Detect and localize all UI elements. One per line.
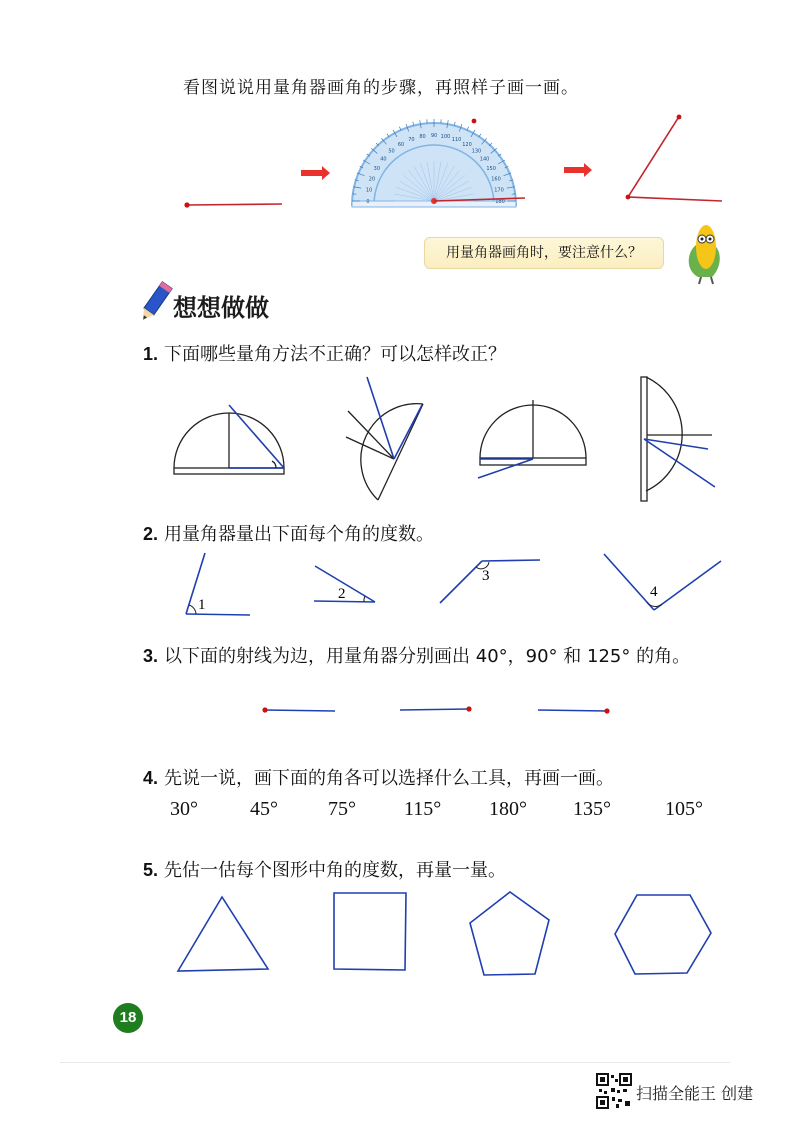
measure-figure-a (174, 405, 284, 474)
demo-illustration (170, 105, 740, 220)
arrow-right-icon (301, 166, 330, 180)
question-2 (143, 520, 434, 546)
protractor-mark-point (472, 119, 477, 124)
degree-75: 75° (328, 798, 356, 820)
question-number: 4. (143, 768, 159, 788)
degree-45: 45° (250, 798, 278, 820)
angle-4-side (604, 554, 654, 610)
protractor-image (352, 119, 516, 207)
degree-115: 115° (404, 798, 442, 820)
degree-30: 30° (170, 798, 198, 820)
q1-figures (160, 375, 730, 510)
question-5 (143, 856, 506, 882)
footer-brand: 扫描全能王 创建 (636, 1084, 754, 1103)
result-angle-side (628, 115, 680, 197)
angle-label-1: 1 (198, 597, 206, 613)
protractor-tick-label: 180 (495, 199, 505, 205)
question-4 (143, 764, 614, 790)
angle-3-side (482, 560, 540, 561)
hexagon-shape (615, 895, 711, 974)
protractor-tick-label: 160 (491, 176, 501, 183)
protractor-tick-label: 150 (486, 166, 496, 172)
protractor-tick-label: 80 (419, 134, 426, 141)
q5-shapes (170, 885, 720, 985)
page-number: 18 (113, 1003, 143, 1033)
corn-mascot-icon (682, 215, 730, 285)
qr-code-icon (596, 1073, 632, 1109)
degree-135: 135° (573, 798, 611, 820)
question-number: 5. (143, 860, 159, 880)
protractor-tick-label: 100 (440, 134, 451, 141)
question-text: 先说一说，画下面的角各可以选择什么工具，再画一画。 (164, 768, 615, 789)
triangle-shape (178, 897, 268, 971)
ray-2 (400, 709, 469, 710)
q2-angles (170, 548, 730, 623)
angle-label-4: 4 (650, 584, 658, 600)
protractor-tick-label: 110 (451, 136, 462, 143)
protractor-tick-label: 90 (430, 133, 438, 139)
arrow-right-icon (564, 163, 592, 177)
question-number: 3. (143, 646, 159, 666)
result-angle-point (677, 115, 682, 120)
protractor-tick-label: 0 (366, 199, 370, 205)
pencil-icon (138, 280, 174, 326)
protractor-tick-label: 20 (368, 176, 376, 183)
protractor-tick-label: 120 (462, 141, 472, 148)
protractor-tick-label: 170 (494, 187, 504, 194)
ray-3 (538, 710, 607, 711)
section-title: 想想做做 (173, 294, 269, 322)
ray-endpoint (262, 707, 267, 712)
protractor-tick-label: 10 (365, 187, 373, 194)
protractor-tick-label: 50 (388, 148, 395, 155)
degree-105: 105° (665, 798, 703, 820)
protractor-tick-label: 70 (408, 136, 415, 143)
q3-rays (255, 700, 615, 720)
protractor-tick-label: 60 (397, 141, 405, 148)
angle-label-2: 2 (338, 586, 346, 602)
angle-3-side (440, 561, 482, 603)
measure-figure-b (346, 377, 423, 500)
pentagon-shape (470, 892, 549, 975)
question-1 (143, 340, 506, 366)
question-text: 下面哪些量角方法不正确？可以怎样改正？ (164, 344, 507, 365)
question-text: 以下面的射线为边，用量角器分别画出 40°，90° 和 125° 的角。 (164, 646, 691, 667)
result-angle-side (628, 197, 722, 201)
question-number: 2. (143, 524, 159, 544)
footer-divider (60, 1062, 730, 1063)
angle-label-3: 3 (482, 568, 490, 584)
question-text: 用量角器量出下面每个角的度数。 (164, 524, 435, 545)
degree-180: 180° (489, 798, 527, 820)
question-3 (143, 642, 690, 668)
measure-figure-d (641, 377, 715, 501)
protractor-tick-label: 130 (471, 148, 482, 155)
demo-ray-endpoint (184, 202, 189, 207)
protractor-tick-label: 30 (373, 166, 381, 172)
measure-figure-c (478, 400, 586, 478)
ray-1 (265, 710, 335, 711)
question-number: 1. (143, 344, 159, 364)
angle-4-side (654, 561, 721, 610)
demo-ray (187, 204, 282, 205)
tip-bubble: 用量角器画角时，要注意什么？ (424, 237, 664, 269)
ray-endpoint (604, 708, 609, 713)
protractor-tick-label: 140 (479, 156, 490, 163)
protractor-tick-label: 40 (380, 156, 387, 163)
intro-text: 看图说说用量角器画角的步骤，再照样子画一画。 (183, 78, 579, 98)
angle-1-side (186, 614, 250, 615)
ray-endpoint (466, 706, 471, 711)
result-angle-vertex (626, 195, 631, 200)
question-text: 先估一估每个图形中角的度数，再量一量。 (164, 860, 507, 881)
square-shape (334, 893, 406, 970)
